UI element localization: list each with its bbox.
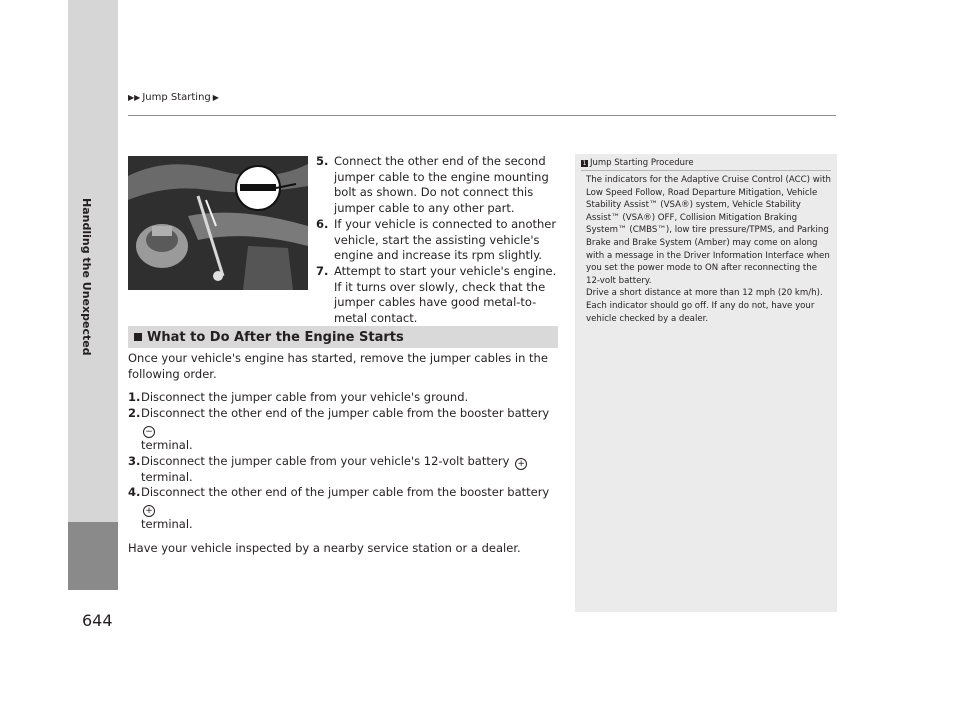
section-body [128, 351, 558, 556]
sidebar-note [575, 154, 837, 612]
section-square-icon [134, 333, 142, 341]
breadcrumb-section: Jump Starting [142, 92, 211, 103]
closing-text: Have your vehicle inspected by a nearby service station or a dealer. [128, 540, 521, 555]
intro-text: Once your vehicle's engine has started, remove the jumper cables in the following order. [128, 351, 548, 381]
plus-terminal-icon: + [515, 458, 527, 470]
sidebar-body: The indicators for the Adaptive Cruise Control (ACC) with Low Speed Follow, Road Departure Mitigation, Vehicle Stability Assist™ (VSA®) system, Vehicle Stability Assist™ (VSA®) OFF, Collision Mitigation Braking System™ (CMBS™), low tire pressure/TPMS, and Parking Brake and Brake System (Amber) may come on along with a message in the Driver Information Interface when you set the power mode to ON after reconnecting the 12-volt battery. Drive a short distance at more than 12 mph (20 km/h). Each indicator should go off. If any do not, have your vehicle checked by a dealer. [586, 175, 831, 324]
side-tab-marker [68, 522, 118, 590]
header-rule [128, 115, 836, 116]
list-item: 5. Connect the other end of the second jumper cable to the engine mounting bolt as shown. Do not connect this jumper cable to any other part. [316, 154, 549, 216]
list-item: 6. If your vehicle is connected to another vehicle, start the assisting vehicle's engine and increase its rpm slightly. [316, 216, 557, 263]
side-tab-label: Handling the Unexpected [80, 198, 93, 356]
page-number: 644 [82, 611, 113, 630]
note-marker-icon: 1 [582, 159, 587, 167]
plus-terminal-icon: + [143, 505, 155, 517]
sidebar-title: 1 Jump Starting Procedure [582, 158, 694, 168]
breadcrumb-end-arrow-icon: ▶ [212, 93, 219, 102]
list-item: 2. Disconnect the other end of the jumper cable from the booster battery − terminal. [128, 406, 550, 452]
steps-top-list [316, 154, 561, 327]
section-heading: What to Do After the Engine Starts [128, 326, 558, 348]
sidebar-rule [581, 170, 831, 171]
list-item: 1. Disconnect the jumper cable from your vehicle's ground. [128, 390, 469, 405]
breadcrumb-arrows-icon: ▶▶ [128, 93, 141, 102]
breadcrumb [128, 92, 219, 103]
list-item: 7. Attempt to start your vehicle's engine. If it turns over slowly, check that the jumper cables have good metal-to-metal contact. [316, 263, 557, 326]
list-item: 4. Disconnect the other end of the jumper cable from the booster battery + terminal. [128, 485, 550, 531]
minus-terminal-icon: − [143, 426, 155, 438]
engine-bolt-illustration [128, 156, 308, 290]
list-item: 3. Disconnect the jumper cable from your vehicle's 12-volt battery + terminal. [128, 454, 558, 486]
